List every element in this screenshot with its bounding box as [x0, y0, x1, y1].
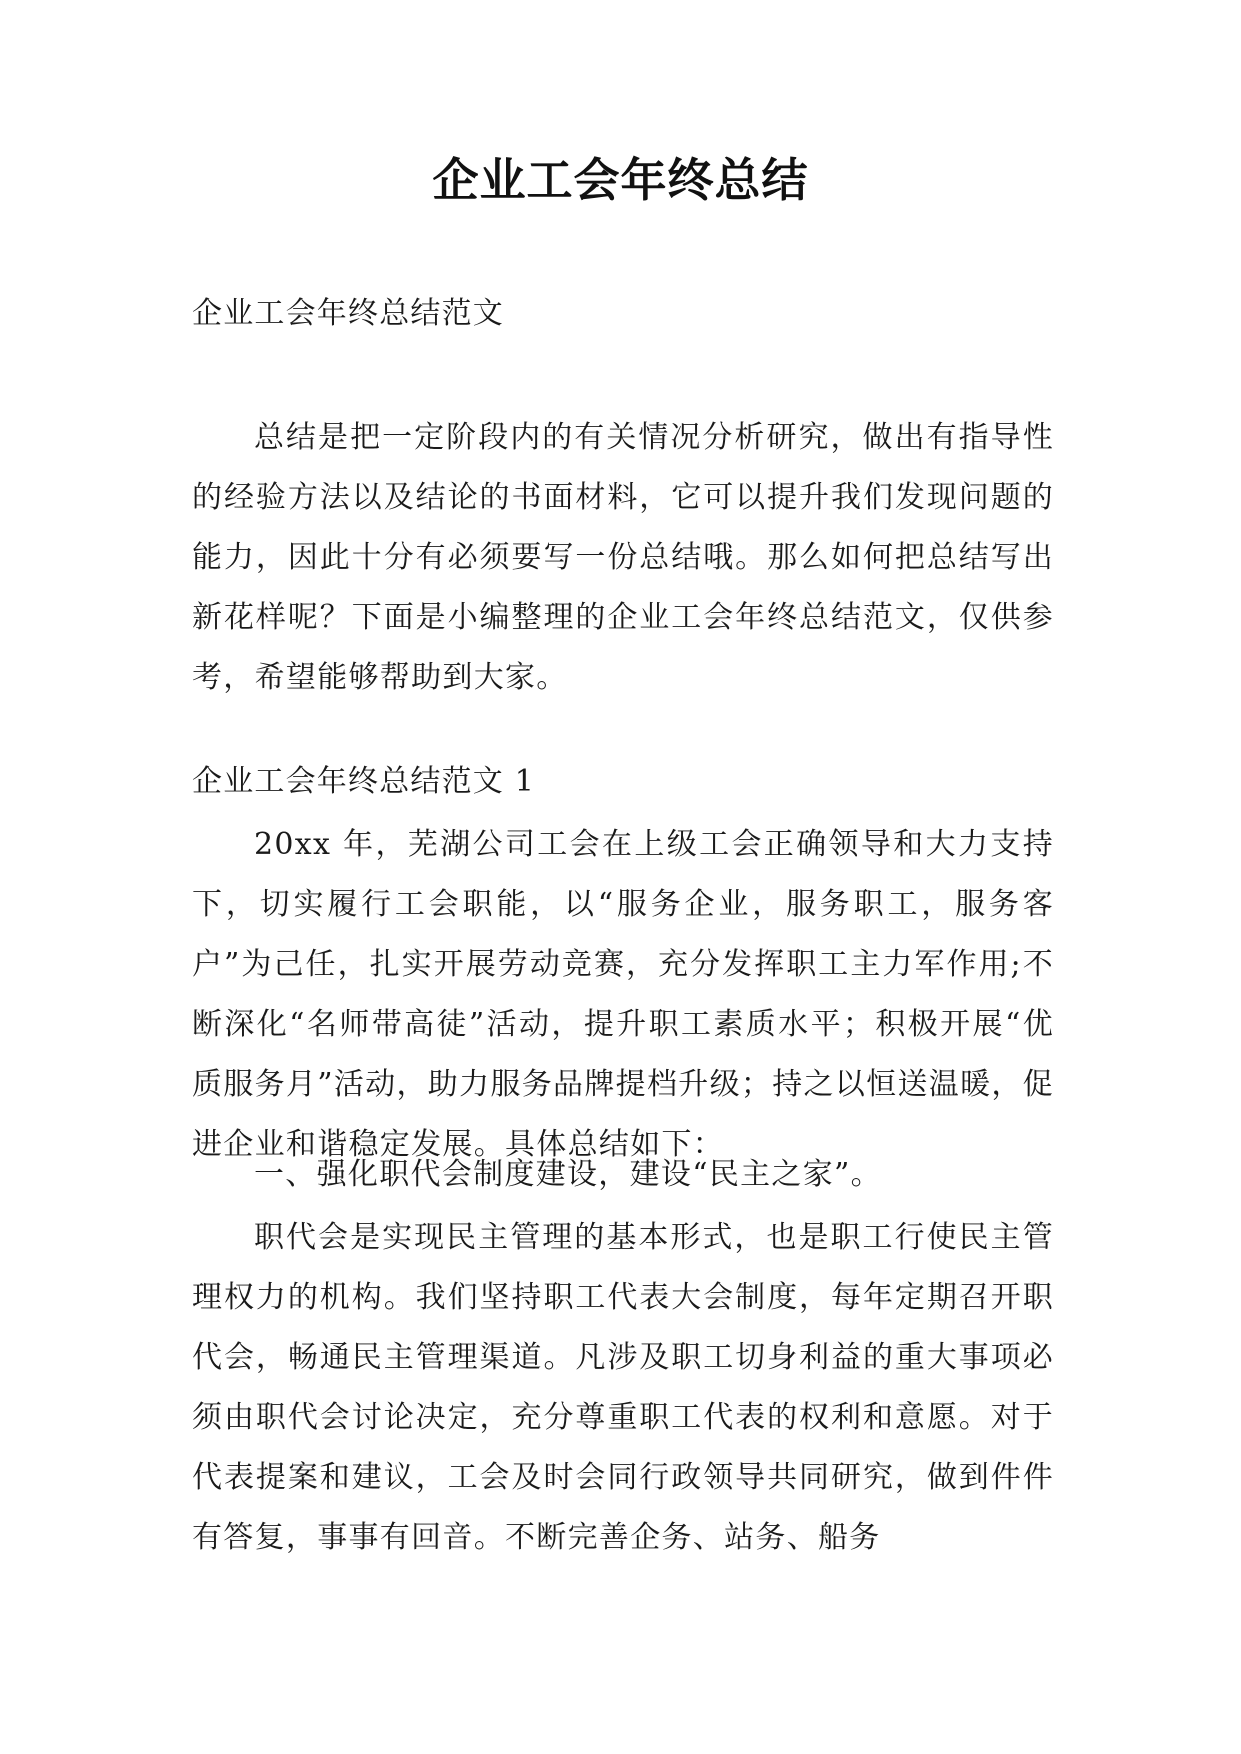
- document-title: 企业工会年终总结: [432, 153, 809, 207]
- body-paragraph-1: 20xx 年，芜湖公司工会在上级工会正确领导和大力支持下，切实履行工会职能，以“服务企业，服务职工，服务客户”为己任，扎实开展劳动竞赛，充分发挥职工主力军作用;不断深化“名师带高徒”活动，提升职工素质水平；积极开展“优质服务月”活动，助力服务品牌提档升级；持之以恒送温暖，促进企业和谐稳定发展。具体总结如下：: [192, 827, 1054, 1162]
- intro-paragraph: 总结是把一定阶段内的有关情况分析研究，做出有指导性的经验方法以及结论的书面材料，它可以提升我们发现问题的能力，因此十分有必须要写一份总结哦。那么如何把总结写出新花样呢？下面是小编整理的企业工会年终总结范文，仅供参考，希望能够帮助到大家。: [192, 420, 1054, 695]
- body-paragraph-2: 职代会是实现民主管理的基本形式，也是职工行使民主管理权力的机构。我们坚持职工代表大会制度，每年定期召开职代会，畅通民主管理渠道。凡涉及职工切身利益的重大事项必须由职代会讨论决定，充分尊重职工代表的权利和意愿。对于代表提案和建议，工会及时会同行政领导共同研究，做到件件有答复，事事有回音。不断完善企务、站务、船务: [192, 1220, 1054, 1555]
- document-subtitle: 企业工会年终总结范文: [192, 296, 504, 331]
- section-heading: 企业工会年终总结范文 1: [192, 764, 536, 799]
- body-subheading-1: 一、强化职代会制度建设，建设“民主之家”。: [254, 1157, 882, 1192]
